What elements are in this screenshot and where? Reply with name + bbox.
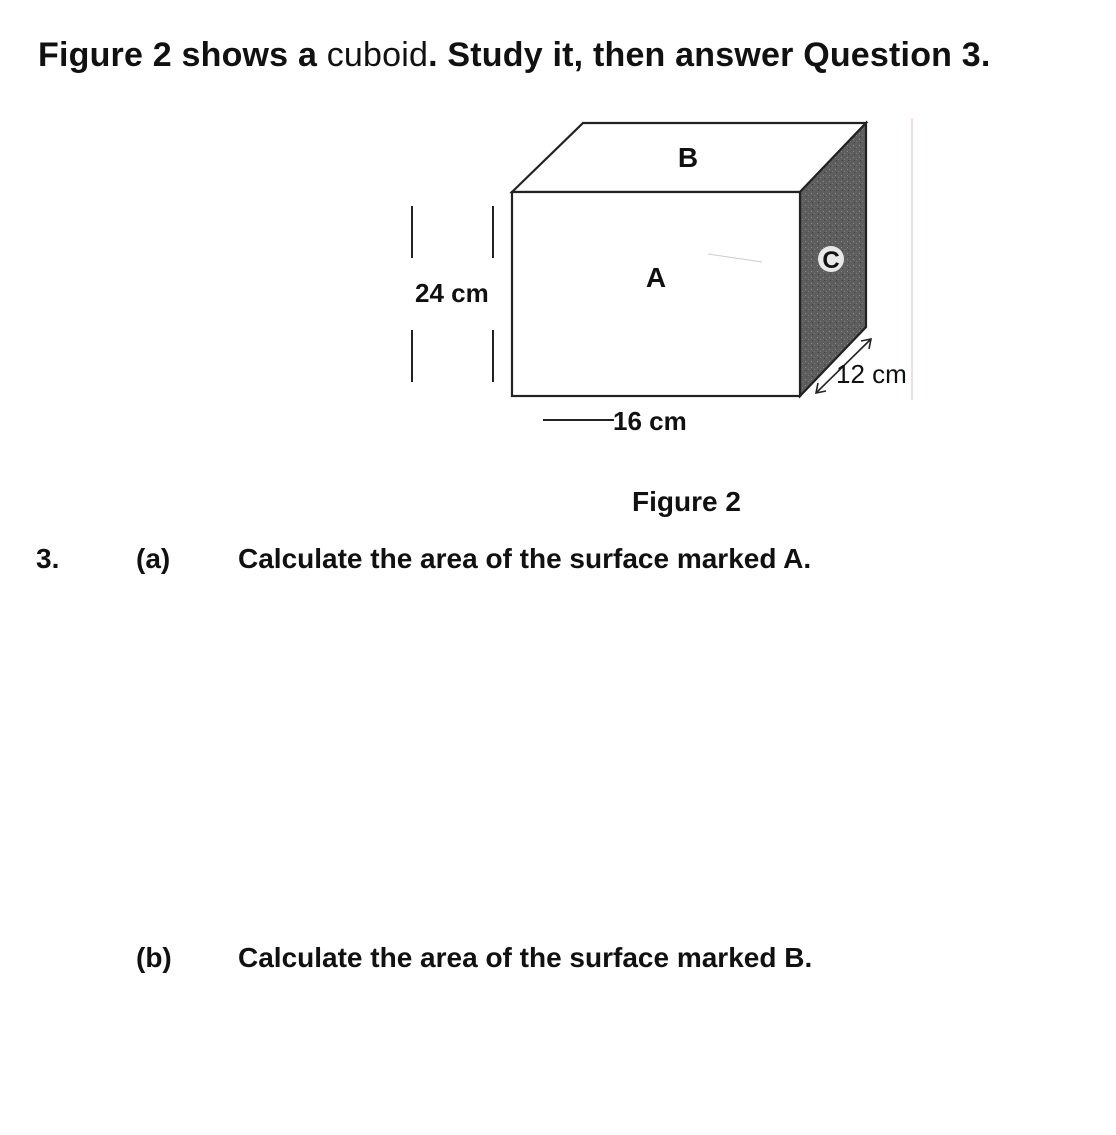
part-a-label: (a) — [136, 543, 171, 574]
cuboid-figure — [0, 0, 1116, 470]
face-c-label: C — [822, 247, 840, 274]
part-b-text: Calculate the area of the surface marked B. — [238, 942, 813, 973]
width-label: 16 cm — [613, 406, 687, 436]
height-label: 24 cm — [415, 278, 489, 308]
intro-suffix: . Study it, then answer Question 3. — [428, 36, 991, 74]
part-b-label: (b) — [136, 942, 172, 973]
face-a-label: A — [645, 262, 667, 293]
intro-cuboid-word: cuboid — [326, 36, 429, 74]
question-number: 3. — [36, 543, 60, 574]
depth-label: 12 cm — [836, 359, 907, 389]
face-b-label: B — [677, 142, 699, 173]
figure-caption: Figure 2 — [632, 486, 741, 517]
part-a-text: Calculate the area of the surface marked A. — [238, 543, 812, 574]
intro-prefix: Figure 2 shows a — [38, 36, 318, 74]
face-a-front — [512, 192, 800, 396]
